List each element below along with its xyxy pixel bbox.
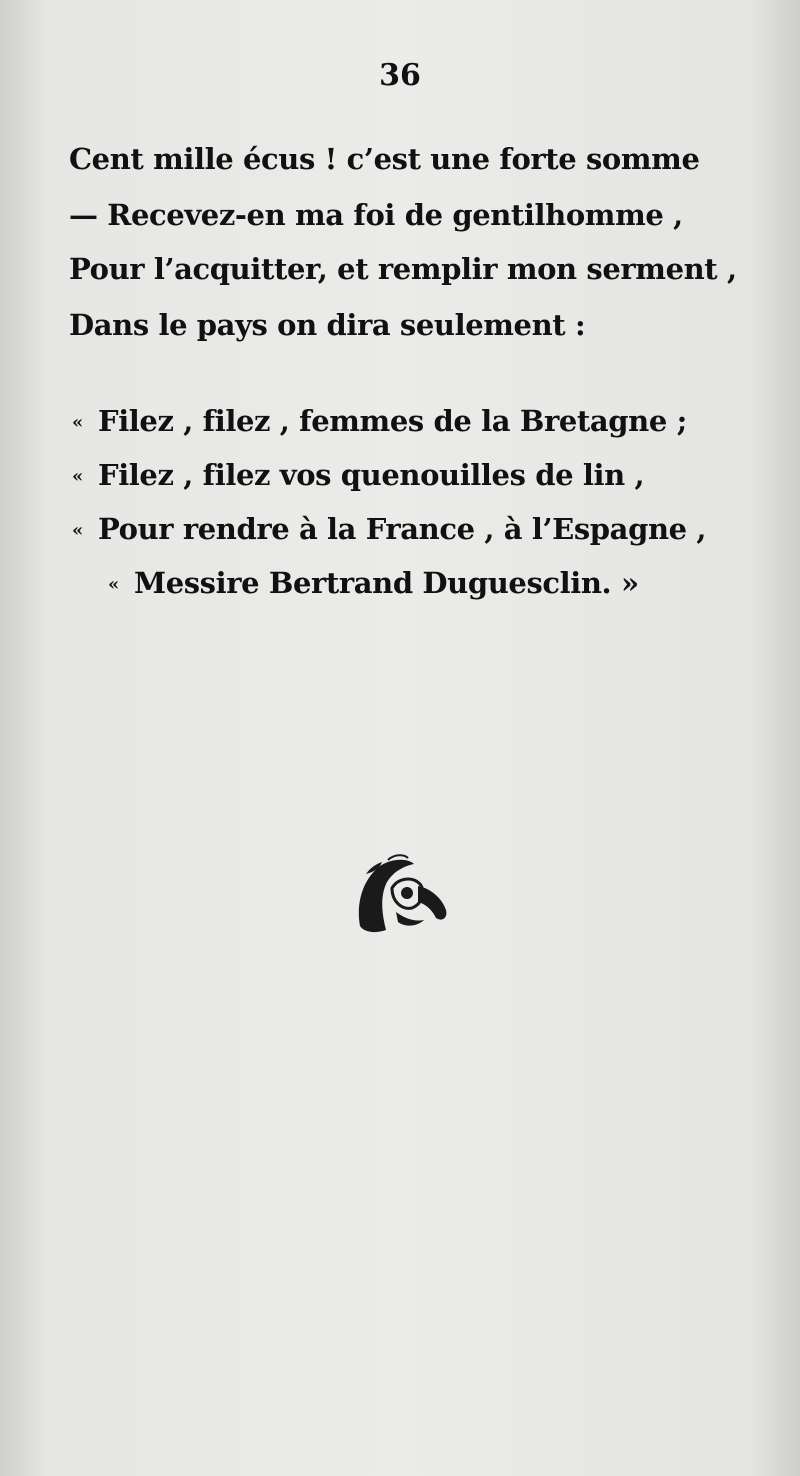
verse-line [69,142,700,176]
verse-text: Pour rendre à la France , à l’Espagne , [98,512,707,546]
verse-text: Pour l’acquitter, et remplir mon serment , [69,252,737,286]
verse-line [72,404,687,438]
verse-line [69,198,683,232]
verse-line [72,512,706,546]
verse-text: Filez , filez vos quenouilles de lin , [98,458,645,492]
verse-line [69,252,737,286]
verse-text: — Recevez-en ma foi de gentilhomme , [69,198,683,232]
verse-line [69,308,585,342]
quote-mark: « [108,574,119,595]
verse-text: Cent mille écus ! c’est une forte somme [69,142,700,176]
verse-text: Messire Bertrand Duguesclin. » [134,566,639,600]
verse-text: Dans le pays on dira seulement : [69,308,586,342]
verse-line [72,458,644,492]
verse-line [108,566,639,600]
verse-text: Filez , filez , femmes de la Bretagne ; [98,404,687,438]
page-number: 36 [379,58,421,93]
fleuron-ornament-icon [352,854,450,938]
quote-mark: « [72,412,83,433]
quote-mark: « [72,466,83,487]
quote-mark: « [72,520,83,541]
